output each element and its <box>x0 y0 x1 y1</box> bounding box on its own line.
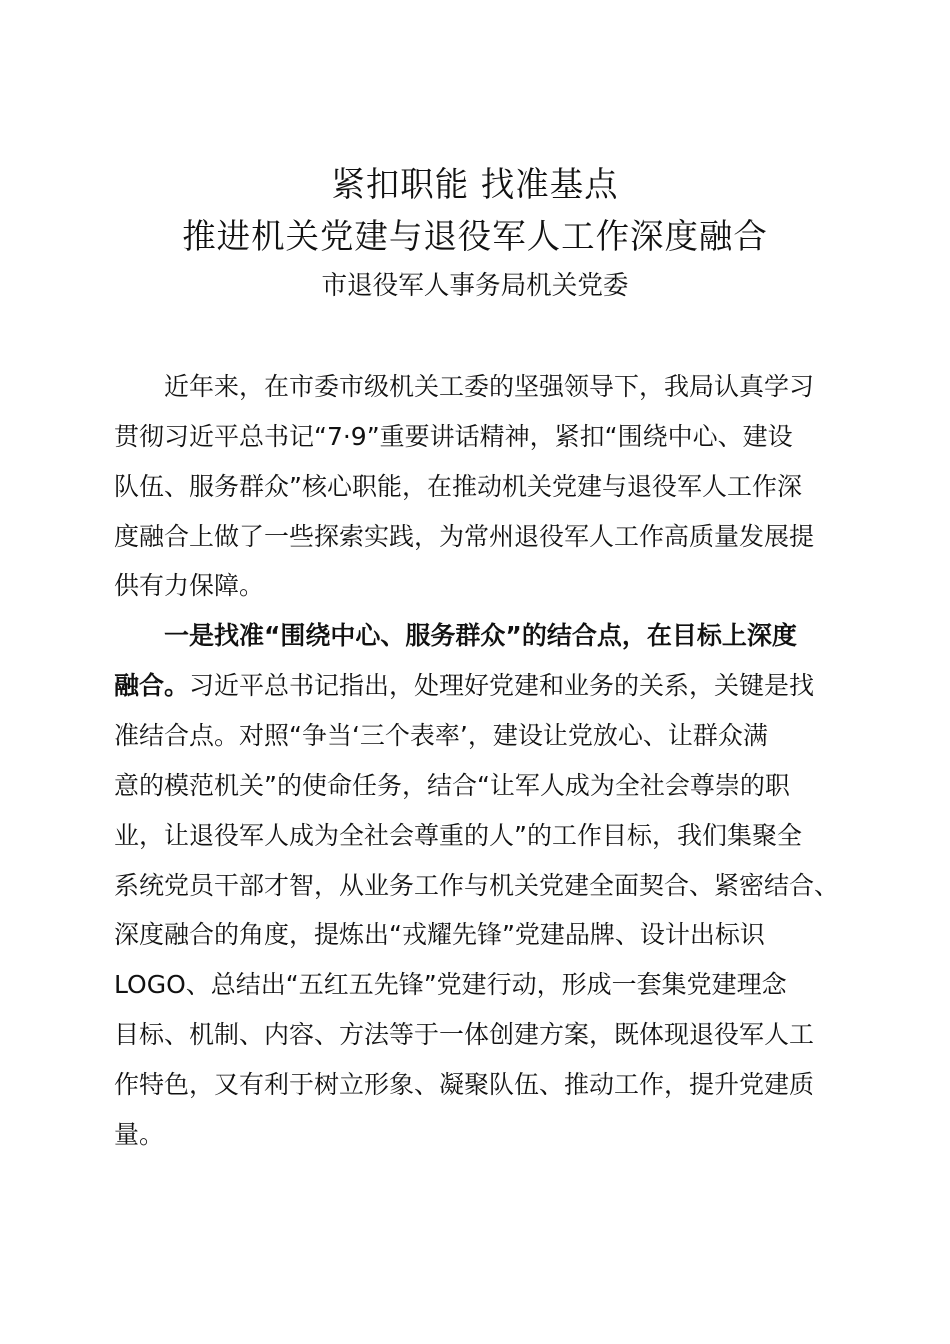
document-title-line-1: 紧扣职能 找准基点 <box>331 165 619 205</box>
paragraph-2-heading-end: 融合。 <box>114 671 190 700</box>
paragraph-2-line: LOGO、总结出“五红五先锋”党建行动，形成一套集党建理念 <box>114 970 787 999</box>
paragraph-2-line: 业，让退役军人成为全社会尊重的人”的工作目标，我们集聚全 <box>114 821 802 850</box>
paragraph-1-line: 度融合上做了一些探索实践，为常州退役军人工作高质量发展提 <box>114 522 815 551</box>
paragraph-1-line: 队伍、服务群众”核心职能，在推动机关党建与退役军人工作深 <box>114 472 802 501</box>
document-author: 市退役军人事务局机关党委 <box>321 271 629 301</box>
paragraph-2-line: 意的模范机关”的使命任务，结合“让军人成为全社会尊崇的职 <box>114 771 790 800</box>
paragraph-2-line: 目标、机制、内容、方法等于一体创建方案，既体现退役军人工 <box>114 1020 815 1049</box>
paragraph-1-line: 供有力保障。 <box>114 571 265 600</box>
paragraph-2-line: 准结合点。对照“争当‘三个表率’，建设让党放心、让群众满 <box>114 721 768 750</box>
paragraph-1-line: 近年来，在市委市级机关工委的坚强领导下，我局认真学习 <box>164 372 815 401</box>
paragraph-2-heading: 一是找准“围绕中心、服务群众”的结合点，在目标上深度 <box>164 621 797 650</box>
paragraph-2-line: 作特色，又有利于树立形象、凝聚队伍、推动工作，提升党建质 <box>114 1070 815 1099</box>
paragraph-2-text: 习近平总书记指出，处理好党建和业务的关系，关键是找 <box>189 671 815 700</box>
paragraph-2-line: 系统党员干部才智，从业务工作与机关党建全面契合、紧密结合、 <box>114 871 840 900</box>
document-title-line-2: 推进机关党建与退役军人工作深度融合 <box>182 217 768 257</box>
paragraph-2-line: 深度融合的角度，提炼出“戎耀先锋”党建品牌、设计出标识 <box>114 920 765 949</box>
paragraph-2-first-line <box>114 670 814 702</box>
paragraph-1-line: 贯彻习近平总书记“7·9”重要讲话精神，紧扣“围绕中心、建设 <box>114 422 793 451</box>
paragraph-2-line: 量。 <box>114 1120 165 1149</box>
